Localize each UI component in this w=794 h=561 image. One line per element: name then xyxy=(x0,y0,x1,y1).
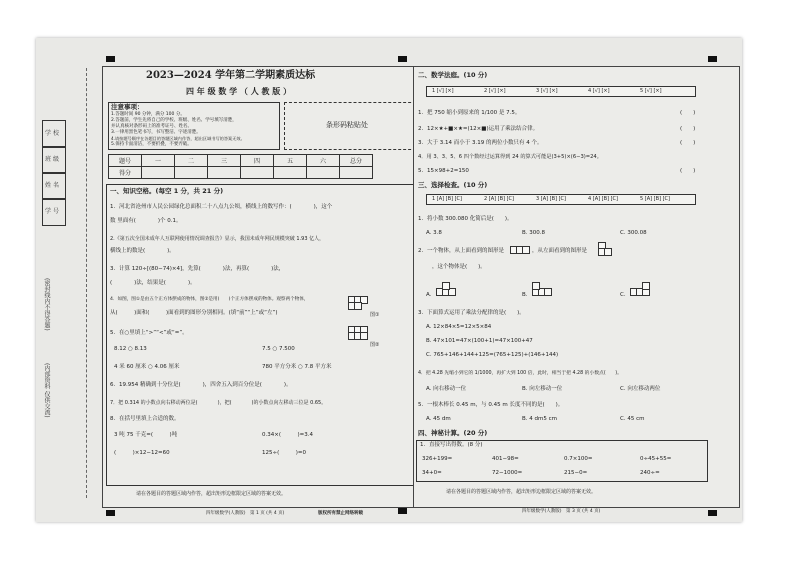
section-1-title: 一、知识空格。(每空 1 分，共 21 分) xyxy=(110,187,224,195)
exam-title: 2023—2024 学年第二学期素质达标 xyxy=(146,70,316,81)
judge-1: 1．把 750 缩小到原来的 1/100 是 7.5。 xyxy=(418,110,521,116)
question-1-line-1: 1．河北省沧州市人民公园绿化总面积二十八点九公顷，横线上的数写作：( )，这个 xyxy=(110,204,333,210)
question-8: 8．在括号里填上合适的数。 xyxy=(110,416,180,422)
internal-note: (内部资料 仅供交流) xyxy=(43,363,50,418)
registration-mark xyxy=(398,508,407,514)
section-4-title: 四、神秘计算。(20 分) xyxy=(418,429,488,437)
fill-item: ( )×12−12=60 xyxy=(114,450,170,456)
score-cell: 五 xyxy=(274,155,307,167)
choice-option: A. 12×84×5=12×5×84 xyxy=(426,324,492,330)
score-input-cell[interactable] xyxy=(340,167,373,179)
judge-4: 4．用 3、3、5、6 四个数经过运算得到 24 的算式可能是(3+5)×(6−3)=24。 xyxy=(418,154,602,160)
page-1-number: 四年级数学(人教版) 第 1 页 (共 4 页) xyxy=(206,511,285,516)
score-cell: 三 xyxy=(208,155,241,167)
score-input-cell[interactable] xyxy=(208,167,241,179)
notice-line: 5.保持卡面清洁，不要折叠，不要弄破。 xyxy=(111,142,192,147)
page-2-answer-warning: 请在各题目的答题区域内作答，超出矩形边框限定区域的答案无效。 xyxy=(446,489,597,495)
section-2-title: 二、数学法庭。(10 分) xyxy=(418,71,488,79)
compare-item: 4 米 60 厘米 ○ 4.06 厘米 xyxy=(114,364,180,370)
compare-item: 7.5 ○ 7.500 xyxy=(262,346,295,352)
calc-item: 240÷= xyxy=(640,470,660,476)
notice-line: 4.请按题号顺序在各题目的答题区域内作答，超出区域书写的答案无效。 xyxy=(111,136,245,141)
seal-line-note: (密封线内不得答题) xyxy=(43,278,50,331)
judge-bubble[interactable]: 4 [√] [×] xyxy=(588,88,610,94)
exam-subtitle: 四 年 级 数 学 （ 人 教 版 ） xyxy=(186,86,292,96)
choice-option: C. 300.08 xyxy=(620,230,647,236)
fill-item: 0.34×( )=3.4 xyxy=(262,432,314,438)
seal-line xyxy=(86,68,87,498)
question-4-line-1: 4．如图，图①是由五个正方体摆成的物体，图②是用( )个正方体摆成的物体。观察两个物体， xyxy=(110,297,309,302)
section-3-title: 三、选择检查。(10 分) xyxy=(418,181,488,189)
notice-line: 1.答题时间 90 分钟，满分 100 分。 xyxy=(111,112,185,117)
score-cell: 题号 xyxy=(109,155,142,167)
question-7: 7．把 0.314 的小数点向右移动两位是( )，把( )的小数点向左移动三位是 0.65。 xyxy=(110,400,327,406)
figure-1-label: 图① xyxy=(370,312,380,318)
registration-mark xyxy=(106,56,115,62)
calc-item: 0.7×100= xyxy=(564,456,593,462)
judge-paren[interactable]: ( ) xyxy=(680,110,696,116)
score-input-cell[interactable] xyxy=(274,167,307,179)
score-input-cell[interactable] xyxy=(307,167,340,179)
question-5: 5．在○里填上“>”“<”或“=”。 xyxy=(110,330,188,336)
name-label: 姓 名 xyxy=(45,182,59,189)
registration-mark xyxy=(106,510,115,516)
notice-line: 并认真核对条形码上的准考证号、姓名。 xyxy=(111,124,192,129)
copyright-note: 版权所有禁止网络转载 xyxy=(318,511,363,516)
choice-option: A. xyxy=(426,292,432,298)
choice-5: 5．一根木棒长 0.45 m，与 0.45 m 长度不同的是( )。 xyxy=(418,402,564,408)
score-input-cell[interactable] xyxy=(241,167,274,179)
compare-item: 8.12 ○ 8.13 xyxy=(114,346,147,352)
score-table xyxy=(108,154,373,179)
choice-option: A. 45 dm xyxy=(426,416,451,422)
judge-bubble[interactable]: 5 [√] [×] xyxy=(640,88,662,94)
choice-4: 4．把 4.28 先缩小到它的 1/1000，再扩大到 100 倍，此时，相当于把 4.28 的小数点( )。 xyxy=(418,371,622,376)
calc-item: 72−1000= xyxy=(492,470,523,476)
choice-option: A. 向右移动一位 xyxy=(426,386,467,392)
page-2-number: 四年级数学(人教版) 第 3 页 (共 4 页) xyxy=(522,509,601,514)
question-2-line-2: 横线上的数是( )。 xyxy=(110,248,175,254)
scanned-exam-sheet xyxy=(36,38,742,522)
question-2-line-1: 2.《第五次全国未成年人互联网使用情况调查报告》显示，我国未成年网民规模突破 1.93 亿人， xyxy=(110,236,325,242)
score-cell: 二 xyxy=(175,155,208,167)
notice-line: 2.答题前，学生先将自己的学校、班级、姓名、学号填写清楚， xyxy=(111,118,237,123)
score-cell: 总分 xyxy=(340,155,373,167)
question-3-line-2: ( )法，结果是( )。 xyxy=(110,280,196,286)
choice-bubble[interactable]: 5 [A] [B] [C] xyxy=(640,196,670,202)
score-cell: 四 xyxy=(241,155,274,167)
compare-item: 780 平方分米 ○ 7.8 平方米 xyxy=(262,364,332,370)
registration-mark xyxy=(398,56,407,62)
calc-item: 215−0= xyxy=(564,470,588,476)
judge-bubble[interactable]: 2 [√] [×] xyxy=(484,88,506,94)
choice-option: B. 向左移动一位 xyxy=(522,386,563,392)
choice-option: B. 4 dm5 cm xyxy=(522,416,557,422)
class-label: 班 级 xyxy=(45,156,59,163)
choice-option: C. 765+146+144+125=(765+125)+(146+144) xyxy=(426,352,559,358)
score-cell: 六 xyxy=(307,155,340,167)
judge-paren[interactable]: ( ) xyxy=(680,168,696,174)
page-1-answer-warning: 请在各题目的答题区域内作答，超出矩形边框限定区域的答案无效。 xyxy=(136,491,287,497)
choice-2-part-2: ，从左面看到的图形是 xyxy=(532,248,588,254)
question-6: 6．19.954 精确到十分位是( )，四舍五入到百分位是( )。 xyxy=(110,382,292,388)
score-cell: 一 xyxy=(142,155,175,167)
calc-item: 326+199= xyxy=(422,456,453,462)
choice-option: B. 300.8 xyxy=(522,230,546,236)
notice-title: 注意事项： xyxy=(111,103,144,111)
score-cell: 得分 xyxy=(109,167,142,179)
notice-line: 3.一律用黑色笔书写，书写整洁、字迹清楚。 xyxy=(111,130,201,135)
barcode-label: 条形码粘贴处 xyxy=(326,121,368,129)
registration-mark xyxy=(708,56,717,62)
score-table-header-row xyxy=(109,155,373,167)
choice-bubble[interactable]: 4 [A] [B] [C] xyxy=(588,196,618,202)
choice-bubble[interactable]: 2 [A] [B] [C] xyxy=(484,196,514,202)
choice-option: B. 47×101=47×(100+1)=47×100+47 xyxy=(426,338,533,344)
registration-mark xyxy=(708,510,717,516)
choice-3: 3．下面算式运用了乘法分配律的是( )。 xyxy=(418,310,525,316)
question-1-line-2: 数 里面有( )个 0.1。 xyxy=(110,218,182,224)
calc-item: 401−98= xyxy=(492,456,519,462)
calc-item: 34+0= xyxy=(422,470,442,476)
score-input-cell[interactable] xyxy=(175,167,208,179)
choice-bubble[interactable]: 3 [A] [B] [C] xyxy=(536,196,566,202)
choice-option: A. 3.8 xyxy=(426,230,442,236)
score-input-cell[interactable] xyxy=(142,167,175,179)
judge-bubble[interactable]: 3 [√] [×] xyxy=(536,88,558,94)
choice-option: C. xyxy=(620,292,626,298)
figure-2-label: 图② xyxy=(370,342,380,348)
choice-2-part-1: 2．一个物体，从上面看到的图形是 xyxy=(418,248,505,254)
judge-3: 3．大于 3.14 而小于 3.19 的两位小数只有 4 个。 xyxy=(418,140,543,146)
judge-paren[interactable]: ( ) xyxy=(680,126,696,132)
question-4-line-2: 从( )面和( )面看到的图形分别相同。(填“前”“上”或“左”) xyxy=(110,310,278,316)
school-label: 学 校 xyxy=(45,130,59,137)
choice-option: C. 45 cm xyxy=(620,416,645,422)
judge-5: 5．15×98+2=150 xyxy=(418,168,469,174)
calc-item: 0÷45+55= xyxy=(640,456,672,462)
student-id-label: 学 号 xyxy=(45,208,59,215)
choice-option: C. 向左移动两位 xyxy=(620,386,661,392)
calculation-title: 1．直接写出得数。(8 分) xyxy=(420,442,483,448)
judge-2: 2．12×★+■×★=(12×■)运用了乘法结合律。 xyxy=(418,126,539,132)
choice-option: B. xyxy=(522,292,528,298)
choice-1: 1．将小数 300.080 化简后是( )。 xyxy=(418,216,513,222)
choice-2-part-3: ，这个物体是( )。 xyxy=(432,264,486,270)
score-table-score-row xyxy=(109,167,373,179)
question-3-line-1: 3．计算 120÷[(80−74)×4]，先算( )法，再算( )法， xyxy=(110,266,285,272)
fill-item: 3 吨 75 千克=( )吨 xyxy=(114,432,178,438)
fill-item: 125÷( )=0 xyxy=(262,450,307,456)
choice-bubble[interactable]: 1 [A] [B] [C] xyxy=(432,196,462,202)
judge-bubble[interactable]: 1 [√] [×] xyxy=(432,88,454,94)
judge-paren[interactable]: ( ) xyxy=(680,140,696,146)
